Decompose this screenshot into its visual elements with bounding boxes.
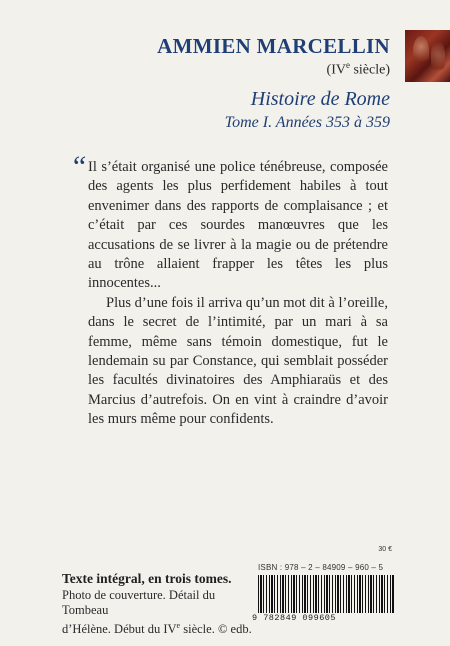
cover-thumbnail-image bbox=[405, 30, 450, 82]
barcode-digits: 9 782849 099605 bbox=[252, 613, 337, 623]
cover-credits bbox=[62, 588, 262, 637]
isbn-label: ISBN : 978 – 2 – 84909 – 960 – 5 bbox=[258, 563, 384, 572]
century-suffix: siècle) bbox=[349, 62, 390, 78]
credits-line-2-sup: e bbox=[176, 621, 181, 630]
price-label: 30 € bbox=[378, 546, 392, 553]
century-sup: e bbox=[345, 60, 350, 70]
credits-line-2 bbox=[62, 618, 262, 637]
credits-line-2-a: d’Hélène. Début du IV bbox=[62, 622, 177, 637]
century-prefix: (IV bbox=[326, 62, 346, 78]
excerpt-quote bbox=[88, 158, 388, 430]
edition-tagline: Texte intégral, en trois tomes. bbox=[62, 571, 232, 586]
quote-mark-icon: “ bbox=[70, 150, 87, 183]
credits-line-2-b: siècle. © edb. bbox=[180, 622, 252, 637]
tome-subtitle: Tome I. Années 353 à 359 bbox=[224, 114, 390, 131]
book-title: Histoire de Rome bbox=[250, 88, 390, 110]
author-name: AMMIEN MARCELLIN bbox=[157, 34, 390, 58]
quote-paragraph-2: Plus d’une fois il arriva qu’un mot dit à l’oreille, dans le secret de l’intimité, par un mari à sa femme, même sans témoin domestique, fut le lendemain su par Constance, qui semblait posséder les facultés divinatoires des Amphiaraüs et des Marcius d’autrefois. On en vint à craindre d’avoir les murs même pour confidents. bbox=[88, 294, 388, 428]
quote-paragraph-1: Il s’était organisé une police ténébreuse, composée des agents les plus perfidement habiles à tout envenimer dans des rapports de complaisance ; et c’était par ces sourdes manœuvres que les accusations de se livrer à la magie ou de prétendre au trône allaient frapper les têtes les plus innocentes... bbox=[88, 159, 388, 292]
barcode-icon bbox=[258, 575, 394, 613]
credits-line-1: Photo de couverture. Détail du Tombeau bbox=[62, 588, 216, 617]
century-note bbox=[0, 60, 390, 79]
